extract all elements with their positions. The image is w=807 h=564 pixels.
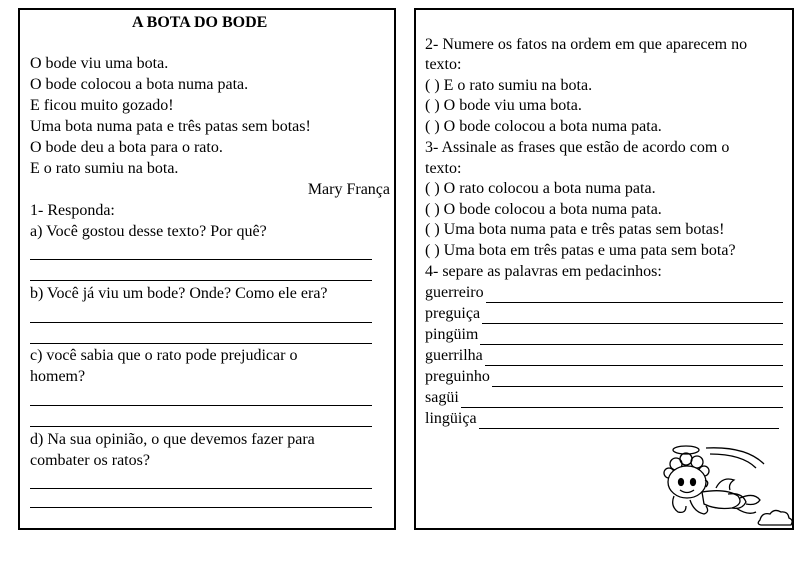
word-row[interactable]	[425, 346, 783, 366]
answer-line[interactable]	[479, 414, 779, 429]
poem-line: O bode viu uma bota.	[30, 55, 169, 72]
answer-line[interactable]	[486, 288, 783, 303]
order-item[interactable]: ( ) O bode colocou a bota numa pata.	[425, 118, 662, 135]
poem-line: E o rato sumiu na bota.	[30, 160, 179, 177]
check-item[interactable]: ( ) O bode colocou a bota numa pata.	[425, 201, 662, 218]
answer-line[interactable]	[482, 309, 783, 324]
answer-line[interactable]	[30, 488, 372, 489]
question-3-line1: 3- Assinale as frases que estão de acordo com o	[425, 139, 730, 156]
question-2-line2: texto:	[425, 56, 462, 73]
poem-line: E ficou muito gozado!	[30, 97, 174, 114]
poem-line: Uma bota numa pata e três patas sem botas!	[30, 118, 311, 135]
word-row[interactable]	[425, 388, 783, 408]
right-worksheet-panel	[414, 8, 794, 530]
author-name: Mary França	[307, 181, 390, 198]
question-1c-line2: homem?	[30, 368, 86, 385]
word-row[interactable]	[425, 304, 783, 324]
left-worksheet-panel	[18, 8, 396, 530]
poem-line: O bode colocou a bota numa pata.	[30, 76, 249, 93]
question-2-line1: 2- Numere os fatos na ordem em que aparecem no	[425, 36, 748, 53]
order-item[interactable]: ( ) E o rato sumiu na bota.	[425, 77, 593, 94]
check-item[interactable]: ( ) Uma bota numa pata e três patas sem botas!	[425, 221, 725, 238]
word-label: lingüiça	[425, 410, 477, 427]
word-label: preguinho	[425, 368, 490, 385]
answer-line[interactable]	[461, 393, 783, 408]
answer-line[interactable]	[30, 405, 372, 406]
answer-line[interactable]	[30, 343, 372, 344]
answer-line[interactable]	[480, 330, 783, 345]
answer-line[interactable]	[30, 322, 372, 323]
word-label: preguiça	[425, 305, 481, 322]
check-item[interactable]: ( ) O rato colocou a bota numa pata.	[425, 180, 656, 197]
word-row[interactable]	[425, 325, 783, 345]
answer-line[interactable]	[30, 259, 372, 260]
question-1d-line2: combater os ratos?	[30, 452, 150, 469]
question-1-heading: 1- Responda:	[30, 202, 115, 219]
angel-baby-illustration-icon	[656, 442, 796, 530]
question-1a: a) Você gostou desse texto? Por quê?	[30, 223, 267, 240]
question-1c-line1: c) você sabia que o rato pode prejudicar o	[30, 347, 298, 364]
answer-line[interactable]	[492, 372, 783, 387]
text-title: A BOTA DO BODE	[132, 14, 268, 31]
answer-line[interactable]	[30, 426, 372, 427]
answer-line[interactable]	[485, 351, 783, 366]
word-row[interactable]	[425, 409, 779, 429]
question-1d-line1: d) Na sua opinião, o que devemos fazer para	[30, 431, 315, 448]
word-label: guerrilha	[425, 347, 483, 364]
answer-line[interactable]	[30, 507, 372, 508]
poem-line: O bode deu a bota para o rato.	[30, 139, 223, 156]
question-4: 4- separe as palavras em pedacinhos:	[425, 263, 662, 280]
word-label: guerreiro	[425, 284, 484, 301]
question-3-line2: texto:	[425, 160, 462, 177]
word-label: sagüi	[425, 389, 459, 406]
check-item[interactable]: ( ) Uma bota em três patas e uma pata sem bota?	[425, 242, 736, 259]
order-item[interactable]: ( ) O bode viu uma bota.	[425, 97, 582, 114]
word-row[interactable]	[425, 283, 783, 303]
answer-line[interactable]	[30, 280, 372, 281]
word-label: pingüim	[425, 326, 479, 343]
question-1b: b) Você já viu um bode? Onde? Como ele era?	[30, 285, 328, 302]
word-row[interactable]	[425, 367, 783, 387]
